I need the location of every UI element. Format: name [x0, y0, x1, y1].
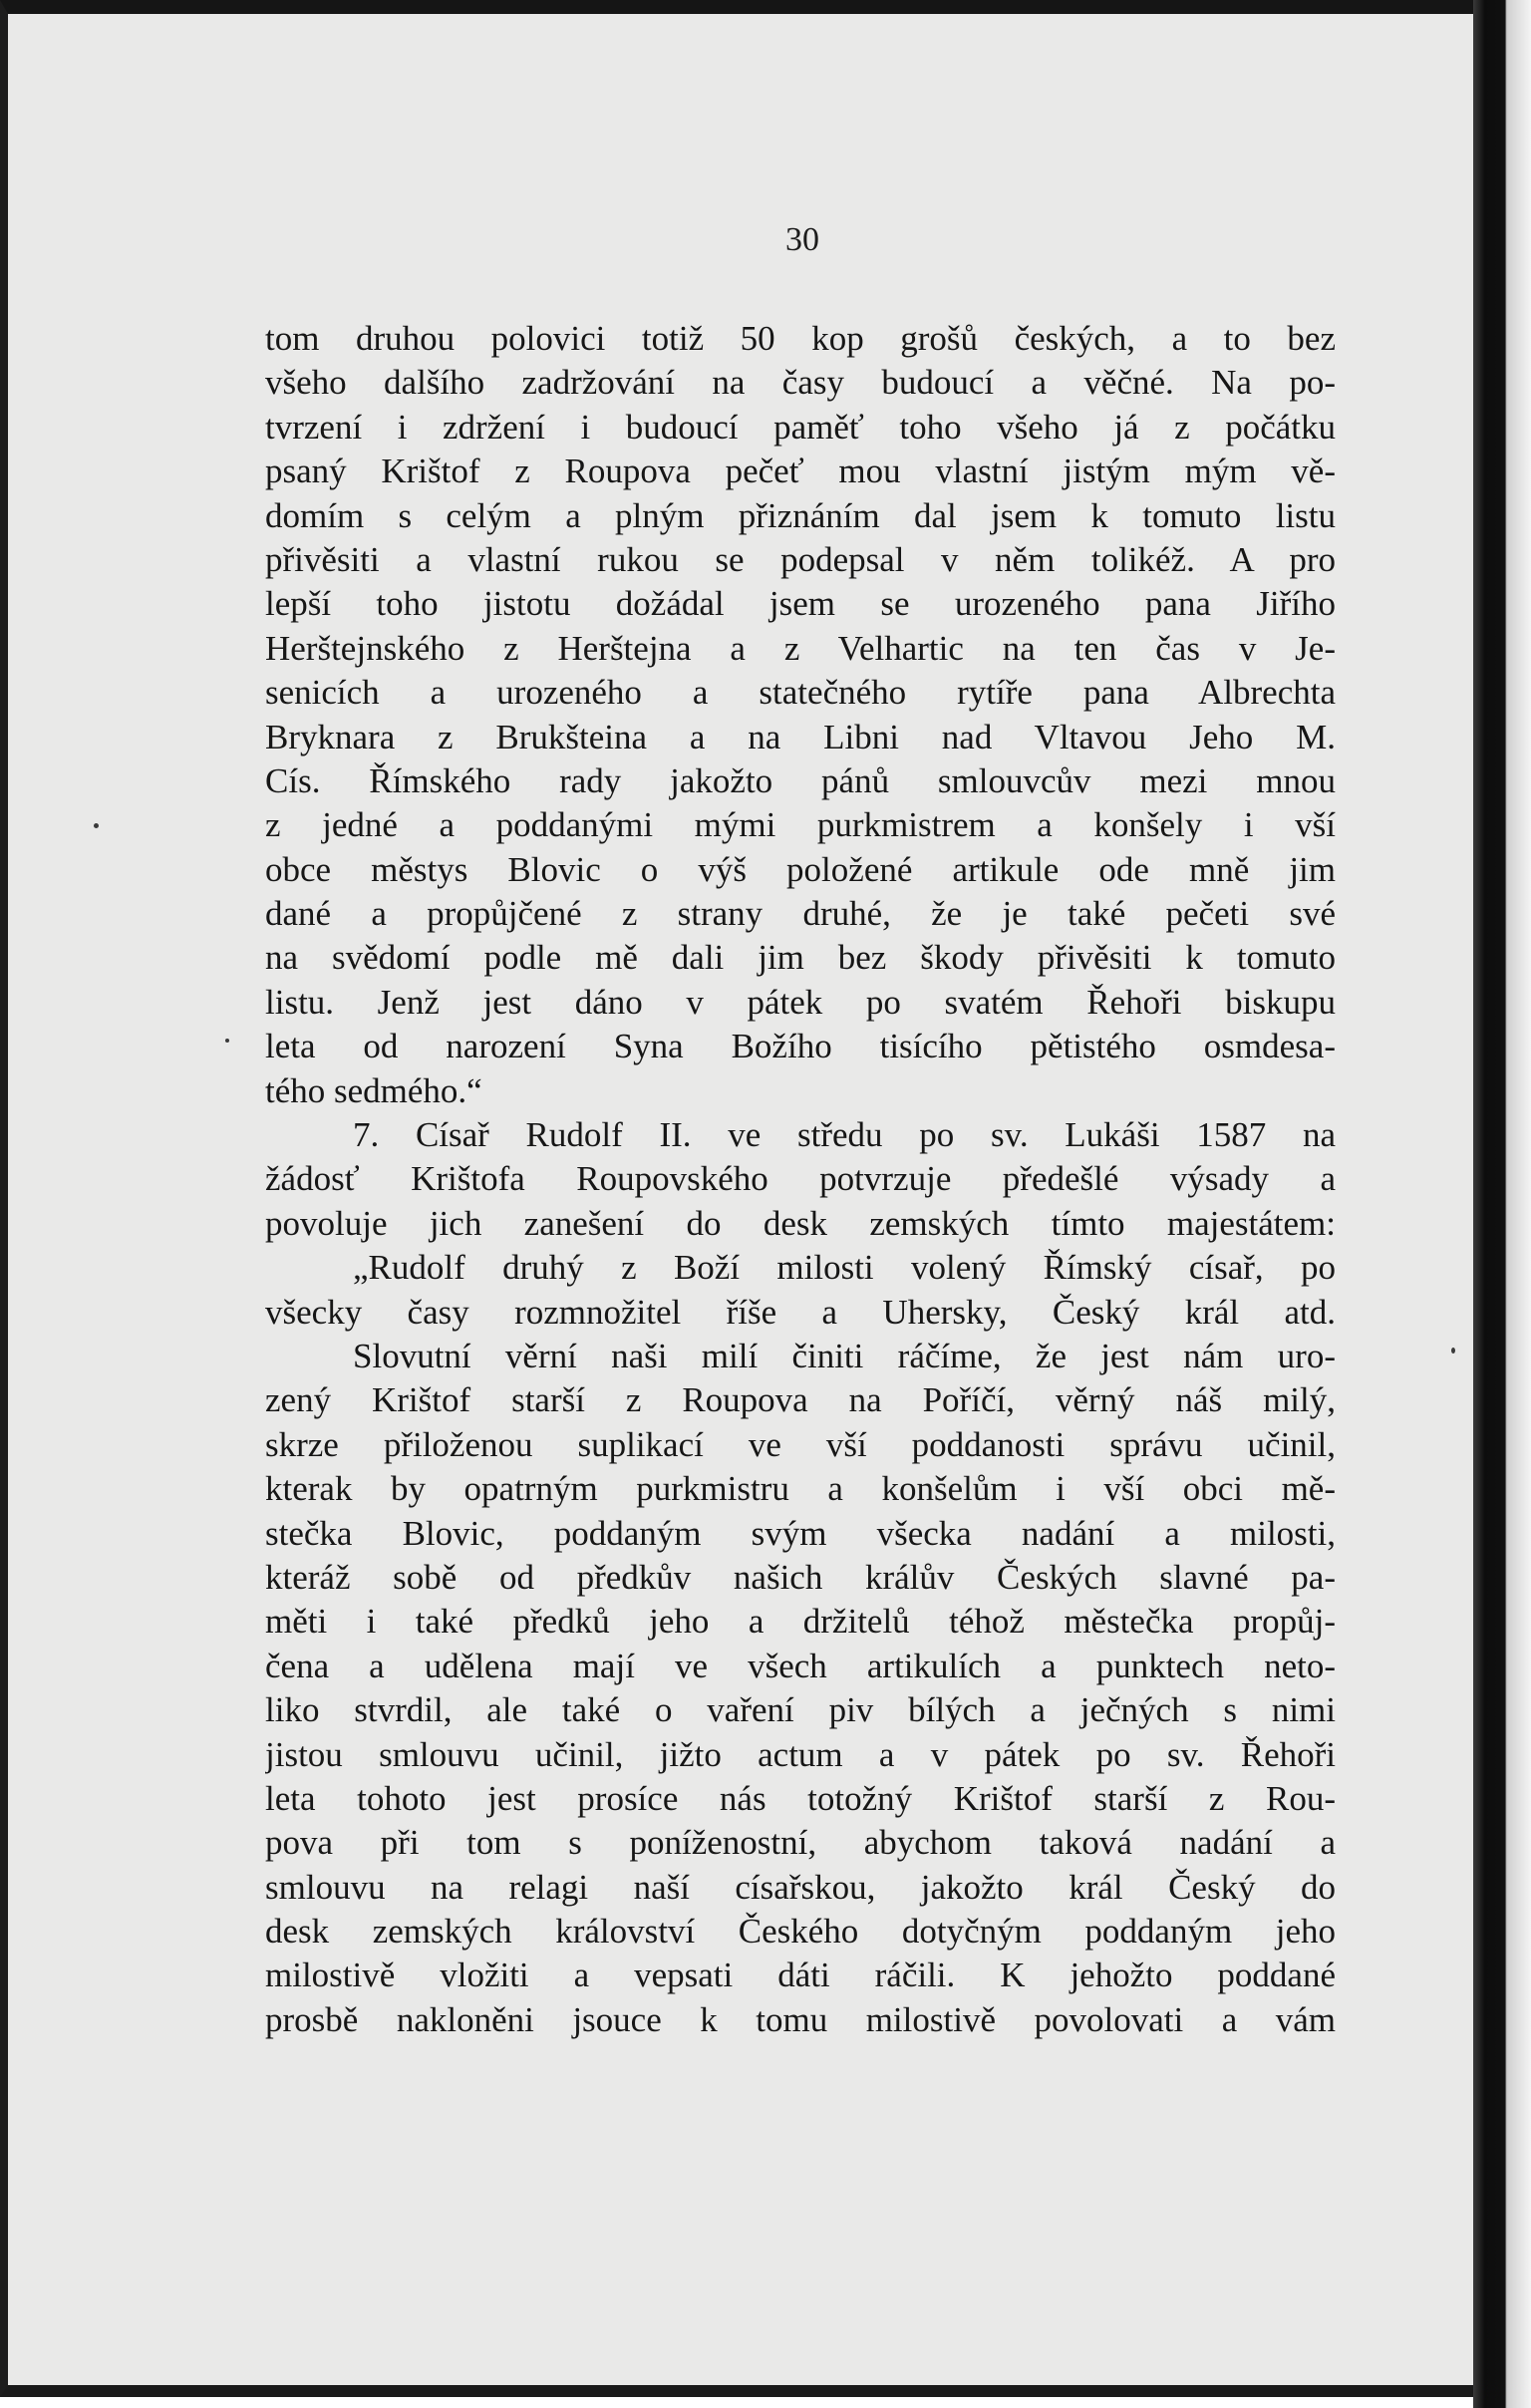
text-line: obce městys Blovic o výš položené artikule ode mně jim [265, 849, 1336, 889]
section-heading-line: 7. Císař Rudolf II. ve středu po sv. Lukáši 1587 na [353, 1115, 1336, 1155]
text-line: milostivě vložiti a vepsati dáti ráčili. K jehožto poddané [265, 1956, 1336, 1995]
text-line: pova při tom s poníženostní, abychom taková nadání a [265, 1823, 1336, 1863]
text-line: tom druhou polovici totiž 50 kop grošů českých, a to bez [265, 319, 1336, 358]
paragraph-start-line: Slovutní věrní naši milí činiti ráčíme, že jest nám uro- [353, 1336, 1336, 1375]
scan-speck [94, 823, 99, 828]
text-line: kteráž sobě od předkův našich králův Českých slavné pa- [265, 1557, 1336, 1597]
text-line: domím s celým a plným přiznáním dal jsem k tomuto listu [265, 495, 1336, 535]
text-line: Herštejnského z Herštejna a z Velhartic na ten čas v Je- [265, 628, 1336, 668]
text-line: jistou smlouvu učinil, jižto actum a v pátek po sv. Řehoři [265, 1734, 1336, 1774]
text-line: prosbě nakloněni jsouce k tomu milostivě povolovati a vám [265, 1999, 1336, 2039]
text-line: tého sedmého.“ [265, 1070, 482, 1110]
text-line: zený Krištof starší z Roupova na Poříčí, věrný náš milý, [265, 1380, 1336, 1420]
text-line: skrze přiloženou suplikací ve vší poddanosti správu učinil, [265, 1424, 1336, 1464]
text-line: z jedné a poddanými mými purkmistrem a konšely i vší [265, 805, 1336, 845]
text-line: čena a udělena mají ve všech artikulích a punktech neto- [265, 1646, 1336, 1685]
text-line: leta od narození Syna Božího tisícího pětistého osmdesa- [265, 1027, 1336, 1066]
text-line: listu. Jenž jest dáno v pátek po svatém Řehoři biskupu [265, 982, 1336, 1022]
scan-speck [1451, 1348, 1455, 1354]
text-line: žádosť Krištofa Roupovského potvrzuje předešlé výsady a [265, 1159, 1336, 1199]
text-line: na svědomí podle mě dali jim bez škody přivěsiti k tomuto [265, 938, 1336, 978]
text-line: všeho dalšího zadržování na časy budoucí a věčné. Na po- [265, 363, 1336, 403]
text-line: Bryknara z Brukšteina a na Libni nad Vltavou Jeho M. [265, 717, 1336, 756]
quote-opening-line: „Rudolf druhý z Boží milosti volený Římský císař, po [353, 1248, 1336, 1288]
text-line: senicích a urozeného a statečného rytíře pana Albrechta [265, 673, 1336, 713]
text-line: psaný Krištof z Roupova pečeť mou vlastní jistým mým vě- [265, 452, 1336, 491]
page-number: 30 [785, 221, 819, 258]
text-line: kterak by opatrným purkmistru a konšelům i vší obci mě- [265, 1469, 1336, 1509]
text-line: desk zemských království Českého dotyčným poddaným jeho [265, 1912, 1336, 1952]
text-line: všecky časy rozmnožitel říše a Uhersky, Český král atd. [265, 1292, 1336, 1332]
book-binding-edge [1473, 0, 1531, 2408]
text-line: lepší toho jistotu dožádal jsem se urozeného pana Jiřího [265, 584, 1336, 624]
text-line: přivěsiti a vlastní rukou se podepsal v něm tolikéž. A pro [265, 539, 1336, 579]
text-line: stečka Blovic, poddaným svým všecka nadání a milosti, [265, 1513, 1336, 1553]
text-line: liko stvrdil, ale také o vaření piv bílých a ječných s nimi [265, 1690, 1336, 1730]
text-line: měti i také předků jeho a držitelů téhož městečka propůj- [265, 1602, 1336, 1642]
body-text [265, 317, 1336, 2042]
text-line: smlouvu na relagi naší císařskou, jakožto král Český do [265, 1867, 1336, 1907]
text-line: tvrzení i zdržení i budoucí paměť toho všeho já z počátku [265, 407, 1336, 447]
text-line: dané a propůjčené z strany druhé, že je také pečeti své [265, 894, 1336, 934]
text-line: povoluje jich zanešení do desk zemských tímto majestátem: [265, 1203, 1336, 1243]
text-line: Cís. Římského rady jakožto pánů smlouvcův mezi mnou [265, 760, 1336, 800]
text-line: leta tohoto jest prosíce nás totožný Krištof starší z Rou- [265, 1778, 1336, 1818]
scan-speck [225, 1039, 229, 1043]
